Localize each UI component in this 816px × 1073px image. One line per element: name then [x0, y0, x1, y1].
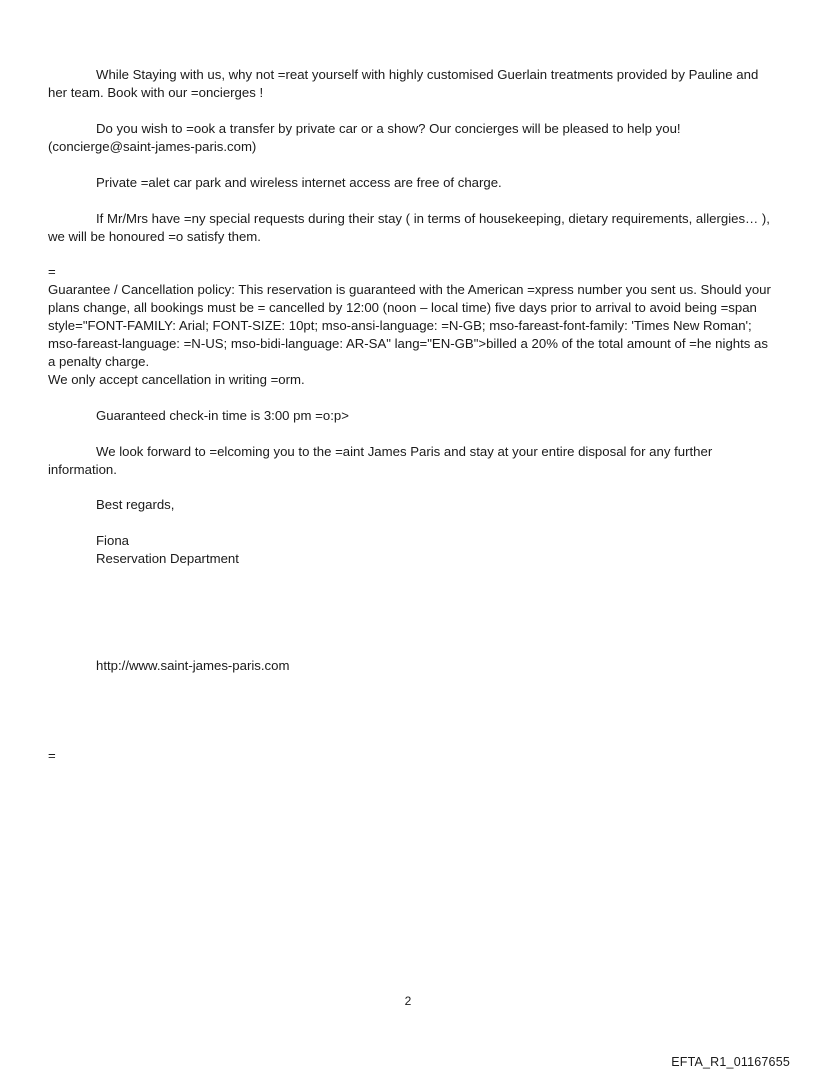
paragraph-guerlain: While Staying with us, why not =reat yourself with highly customised Guerlain treatments provided by Pauline and her team. Book with our =oncierges !	[48, 67, 759, 100]
website-link: http://www.saint-james-paris.com	[96, 658, 290, 673]
paragraph-cancellation-policy: Guarantee / Cancellation policy: This reservation is guaranteed with the American =xpress number you sent us. Should your plans change, all bookings must be = cancelled by 12:00 (noon – local time) five days prior to arrival to avoid being =span style="FONT-FAMILY: Arial; FONT-SIZE: 10pt; mso-ansi-language: =N-GB; mso-fareast-font-family: 'Times New Roman'; mso-fareast-language: =N-US; mso-bidi-language: AR-SA" lang="EN-GB">billed a 20% of the total amount of =he nights as a penalty charge.	[48, 282, 771, 369]
signature-department: Reservation Department	[96, 551, 239, 566]
paragraph-special-requests: If Mr/Mrs have =ny special requests during their stay ( in terms of housekeeping, dietary requirements, allergies… ), we will be honoured =o satisfy them.	[48, 211, 770, 244]
page-number: 2	[404, 994, 412, 1008]
bates-number: EFTA_R1_01167655	[671, 1055, 790, 1069]
paragraph-valet: Private =alet car park and wireless internet access are free of charge.	[96, 175, 502, 190]
signature-name: Fiona	[96, 533, 129, 548]
closing-regards: Best regards,	[96, 497, 175, 512]
paragraph-cancellation-writing: We only accept cancellation in writing =orm.	[48, 372, 305, 387]
paragraph-checkin-time: Guaranteed check-in time is 3:00 pm =o:p>	[96, 408, 349, 423]
equals-marker: =	[48, 264, 56, 279]
equals-marker-end: =	[48, 748, 56, 763]
paragraph-transfer: Do you wish to =ook a transfer by private car or a show? Our concierges will be pleased to help you!	[96, 121, 681, 136]
concierge-email: (concierge@saint-james-paris.com)	[48, 139, 257, 154]
paragraph-welcome: We look forward to =elcoming you to the =aint James Paris and stay at your entire disposal for any further information.	[48, 444, 713, 477]
